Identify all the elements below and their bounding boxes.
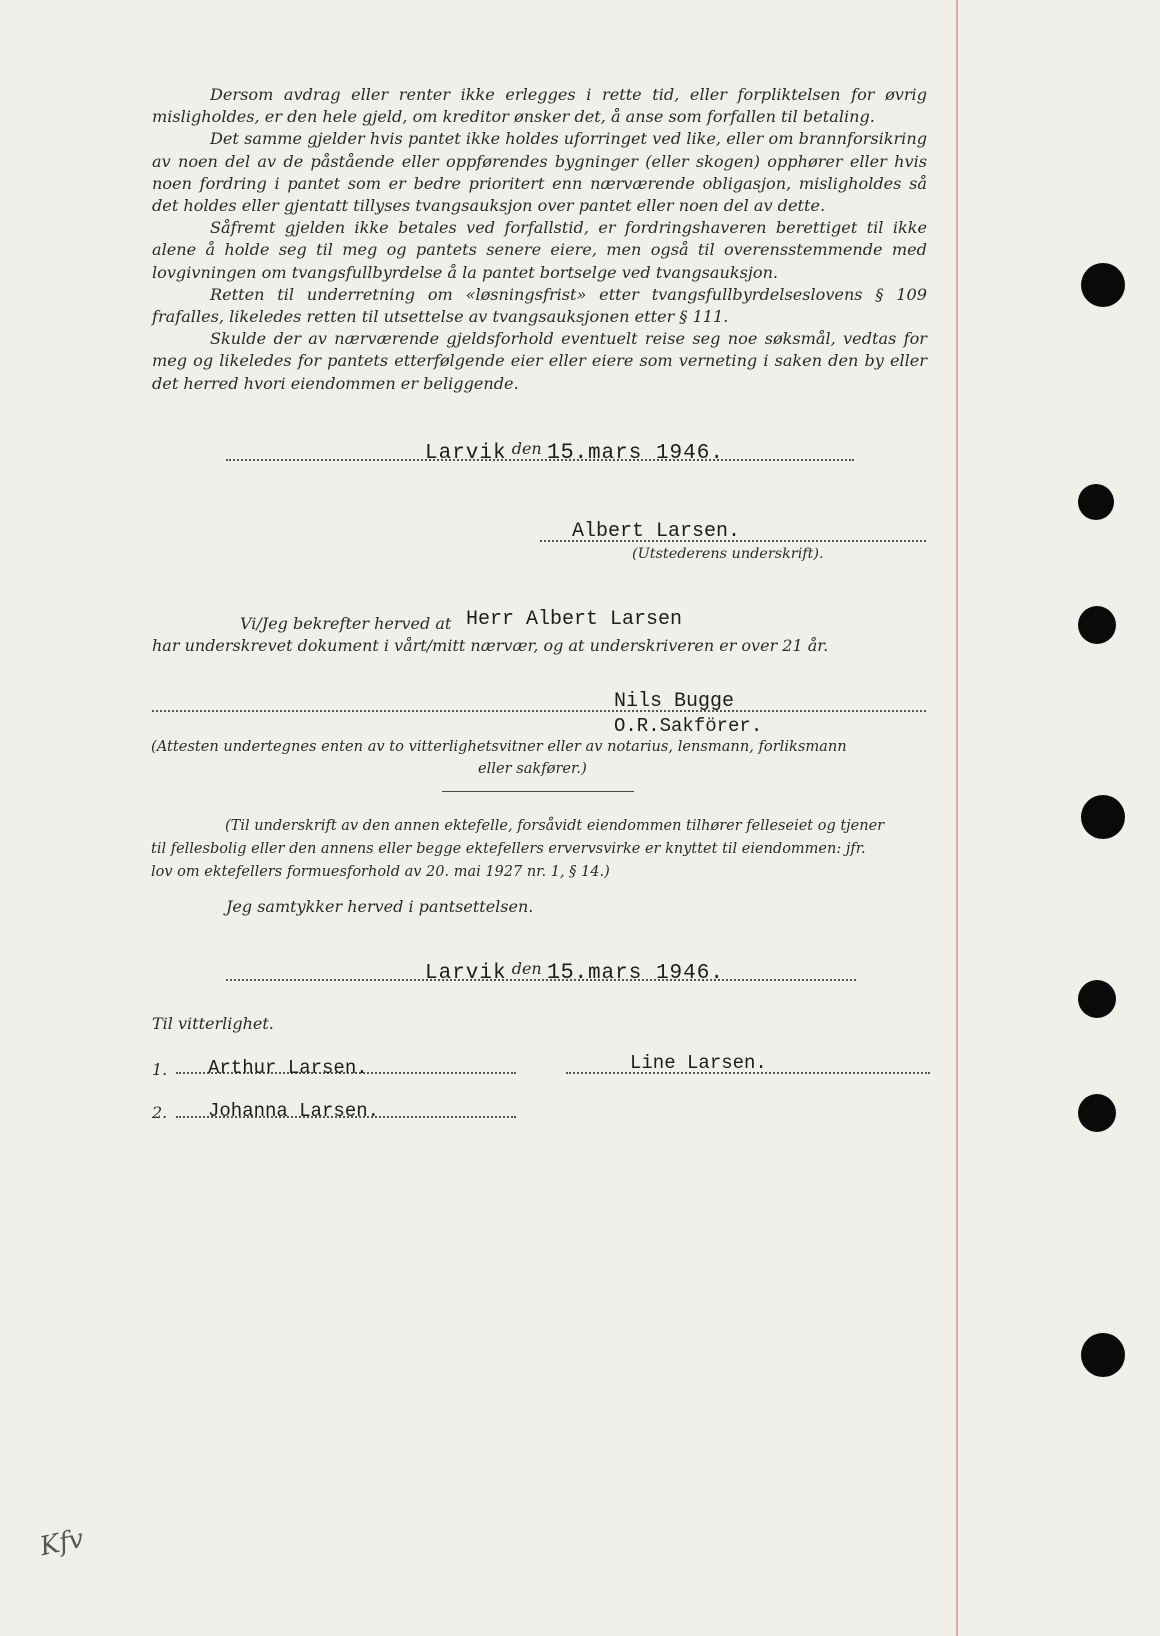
spouse-note-line: til fellesbolig eller den annens eller begge ektefellers ervervsvirke er knyttet til eiendommen: jfr.: [151, 841, 866, 857]
date-place: Larvik: [425, 442, 507, 465]
witness-title: O.R.Sakförer.: [614, 715, 763, 737]
consent-text: Jeg samtykker herved i pantsettelsen.: [226, 897, 534, 916]
confirm-line-2: har underskrevet dokument i vårt/mitt nærvær, og at underskriveren er over 21 år.: [152, 636, 829, 655]
witness-number: 1.: [152, 1060, 168, 1079]
witness-note: eller sakfører.): [478, 760, 587, 777]
confirm-name: Herr Albert Larsen: [466, 608, 683, 631]
red-margin-line: [956, 0, 958, 1636]
separator-line: [442, 791, 634, 792]
vitterlighet-label: Til vitterlighet.: [152, 1014, 274, 1033]
terms-paragraph: Dersom avdrag eller renter ikke erlegges i rette tid, eller forpliktelsen for øvrig misligholdes, er den hele gjeld, om kreditor ønsker det, å anse som forfallen til betaling.: [152, 85, 927, 127]
spouse-note-line: lov om ektefellers formuesforhold av 20. mai 1927 nr. 1, § 14.): [151, 864, 610, 880]
terms-paragraph: Det samme gjelder hvis pantet ikke holdes uforringet ved like, eller om brannforsikring av noen del av de påstående eller oppførendes bygninger (eller skogen) opphører eller hvis noen fordring i pantet som er bedre prioritert enn nærværende obligasjon, misligholdes så det holdes eller gjentatt tillyses tvangsauksjon over pantet eller noen del av dette.: [152, 129, 927, 216]
witness-2-name: Johanna Larsen.: [208, 1100, 380, 1122]
punch-hole: [1078, 1094, 1116, 1132]
spouse-note-line: (Til underskrift av den annen ektefelle, forsåvidt eiendommen tilhører felleseiet og tjener: [225, 818, 885, 834]
spouse-signature: Line Larsen.: [630, 1052, 767, 1074]
terms-text: [152, 84, 927, 395]
date-day: 15.: [546, 960, 588, 985]
punch-hole: [1078, 980, 1116, 1018]
witness-note: (Attesten undertegnes enten av to vitterlighetsvitner eller av notarius, lensmann, forliksmann: [151, 738, 847, 755]
punch-hole: [1081, 795, 1125, 839]
issuer-caption: (Utstederens underskrift).: [632, 546, 824, 562]
date-2: [425, 960, 724, 985]
punch-hole: [1081, 1333, 1125, 1377]
punch-hole: [1081, 263, 1125, 307]
date-place: Larvik: [425, 962, 507, 985]
witness-1-name: Arthur Larsen.: [208, 1057, 368, 1079]
date-den: den: [511, 959, 542, 978]
date-day: 15.: [546, 440, 588, 465]
terms-paragraph: Retten til underretning om «løsningsfrist» etter tvangsfullbyrdelseslovens § 109 frafalles, likeledes retten til utsettelse av tvangsauksjonen etter § 111.: [152, 284, 927, 327]
witness-number: 2.: [152, 1103, 168, 1122]
date-den: den: [511, 439, 542, 458]
issuer-signature: Albert Larsen.: [572, 520, 741, 543]
date-month-year: mars 1946.: [587, 442, 724, 465]
terms-paragraph: Skulde der av nærværende gjeldsforhold eventuelt reise seg noe søksmål, vedtas for meg og likeledes for pantets etterfølgende eier eller eiere som verneting i saken den by eller det herred hvori eiendommen er beliggende.: [152, 329, 927, 393]
margin-initials: Kfv: [37, 1523, 87, 1563]
date-1: [425, 440, 724, 465]
date-month-year: mars 1946.: [587, 962, 724, 985]
punch-hole: [1078, 484, 1114, 520]
witness-name: Nils Bugge: [614, 690, 735, 713]
terms-paragraph: Såfremt gjelden ikke betales ved forfallstid, er fordringshaveren berettiget til ikke alene å holde seg til meg og pantets senere eiere, men også til overensstemmende med lovgivningen om tvangsfullbyrdelse å la pantet bortselge ved tvangsauksjon.: [152, 218, 927, 282]
witness-line: [152, 710, 926, 712]
punch-hole: [1078, 606, 1116, 644]
confirm-prefix: Vi/Jeg bekrefter herved at: [240, 614, 452, 633]
